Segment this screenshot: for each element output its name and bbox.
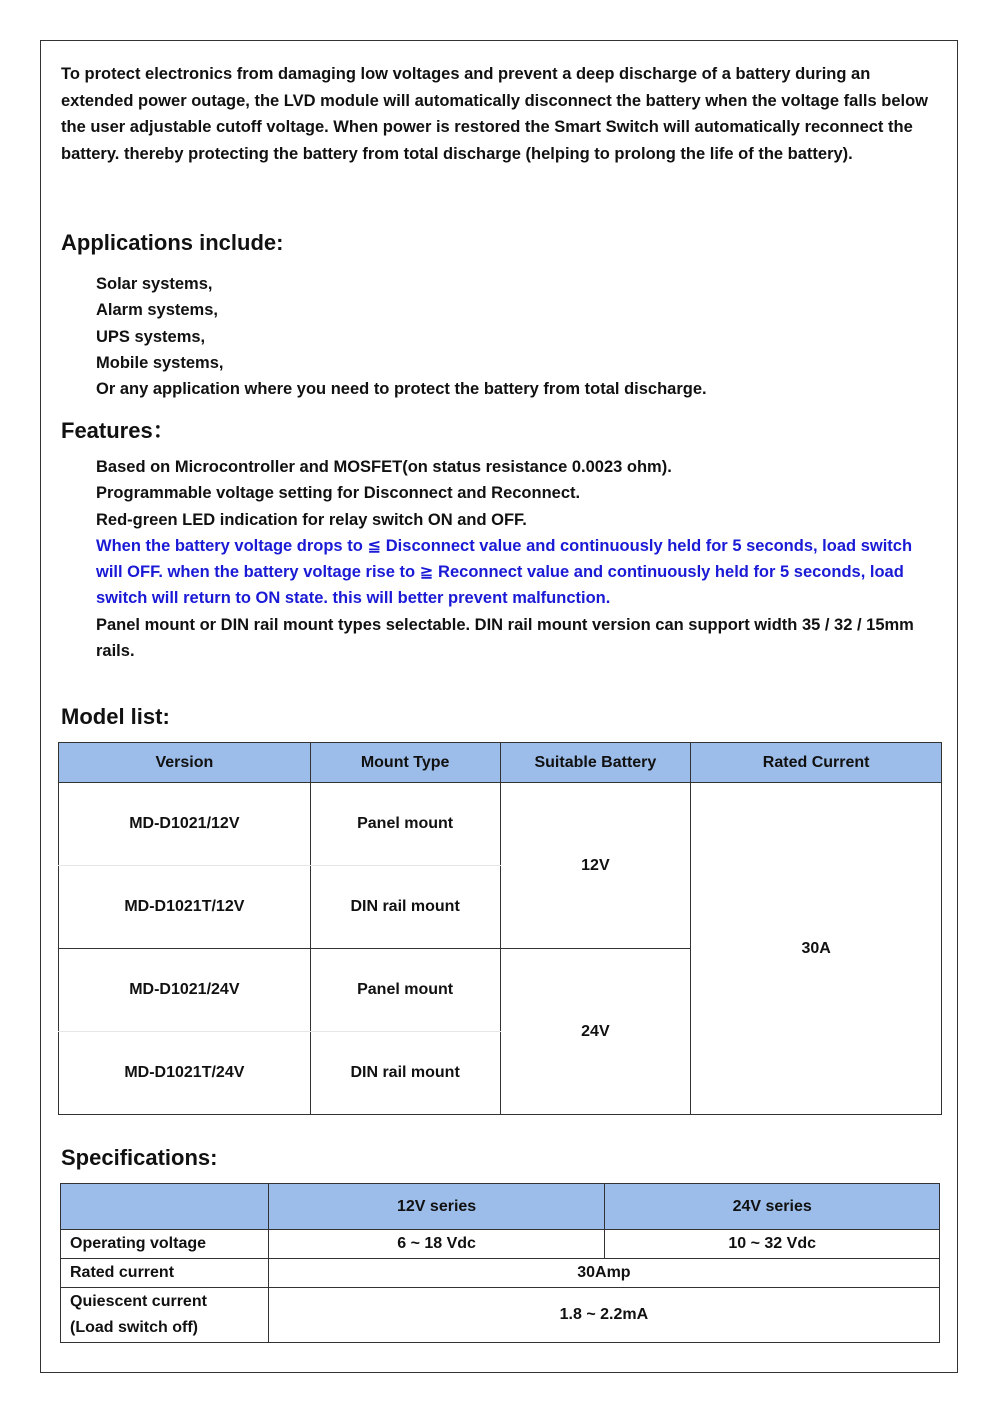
column-header: Version: [59, 743, 311, 783]
list-item: Red-green LED indication for relay switch ON and OFF.: [96, 510, 527, 529]
spec-value: 10 ~ 32 Vdc: [605, 1230, 940, 1259]
table-header-row: [61, 1184, 940, 1230]
table-row: [61, 1288, 940, 1343]
mount-cell: DIN rail mount: [310, 1032, 500, 1115]
column-header: 24V series: [605, 1184, 940, 1230]
list-item: Mobile systems,: [96, 353, 224, 372]
table-row: [59, 783, 942, 866]
column-header: 12V series: [268, 1184, 605, 1230]
rated-current-cell: 30A: [691, 783, 942, 1115]
list-item: Panel mount or DIN rail mount types selectable. DIN rail mount version can support width 35 / 32 / 15mm rails.: [96, 615, 914, 661]
mount-cell: Panel mount: [310, 783, 500, 866]
battery-cell: 12V: [500, 783, 691, 949]
list-item-highlight: When the battery voltage drops to ≦ Disconnect value and continuously held for 5 seconds, load switch will OFF. when the battery voltage rise to ≧ Reconnect value and continuously held for 5 seconds, load switch will return to ON state. this will better prevent malfunction.: [96, 536, 913, 608]
features-heading: Features：: [61, 418, 175, 443]
applications-heading: Applications include:: [61, 230, 284, 255]
spec-label-line: (Load switch off): [70, 1319, 198, 1336]
spec-label: [61, 1288, 269, 1343]
version-cell: MD-D1021T/24V: [59, 1032, 311, 1115]
spec-value: 30Amp: [268, 1259, 939, 1288]
list-item: Solar systems,: [96, 275, 213, 293]
version-cell: MD-D1021T/12V: [59, 866, 311, 949]
specifications-table: [60, 1183, 940, 1343]
column-header: Suitable Battery: [500, 743, 691, 783]
specifications-heading: Specifications:: [61, 1145, 218, 1170]
mount-cell: DIN rail mount: [310, 866, 500, 949]
spec-label: Rated current: [61, 1259, 269, 1288]
list-item: Based on Microcontroller and MOSFET(on status resistance 0.0023 ohm).: [96, 458, 672, 476]
model-list-table: [58, 742, 942, 1115]
list-item: Alarm systems,: [96, 301, 218, 320]
column-header: Mount Type: [310, 743, 500, 783]
spec-value: 1.8 ~ 2.2mA: [268, 1288, 939, 1343]
version-cell: MD-D1021/12V: [59, 783, 311, 866]
mount-cell: Panel mount: [310, 949, 500, 1032]
list-item: Or any application where you need to protect the battery from total discharge.: [96, 380, 707, 399]
spec-label: Operating voltage: [61, 1230, 269, 1259]
list-item: UPS systems,: [96, 327, 206, 346]
spec-label-line: Quiescent current: [70, 1293, 207, 1310]
table-row: [61, 1259, 940, 1288]
battery-cell: 24V: [500, 949, 691, 1115]
table-header-row: [59, 743, 942, 783]
column-header: Rated Current: [691, 743, 942, 783]
version-cell: MD-D1021/24V: [59, 949, 311, 1032]
intro-paragraph: To protect electronics from damaging low voltages and prevent a deep discharge of a battery during an extended power outage, the LVD module will automatically disconnect the battery when the voltage falls below the user adjustable cutoff voltage. When power is restored the Smart Switch will automatically reconnect the battery. thereby protecting the battery from total discharge (helping to prolong the life of the battery).: [61, 65, 929, 163]
table-row: [61, 1230, 940, 1259]
spec-value: 6 ~ 18 Vdc: [268, 1230, 605, 1259]
features-list: [96, 454, 941, 664]
applications-list: [96, 271, 941, 402]
column-header: [61, 1184, 269, 1230]
model-list-heading: Model list:: [61, 704, 170, 729]
list-item: Programmable voltage setting for Disconnect and Reconnect.: [96, 484, 581, 503]
